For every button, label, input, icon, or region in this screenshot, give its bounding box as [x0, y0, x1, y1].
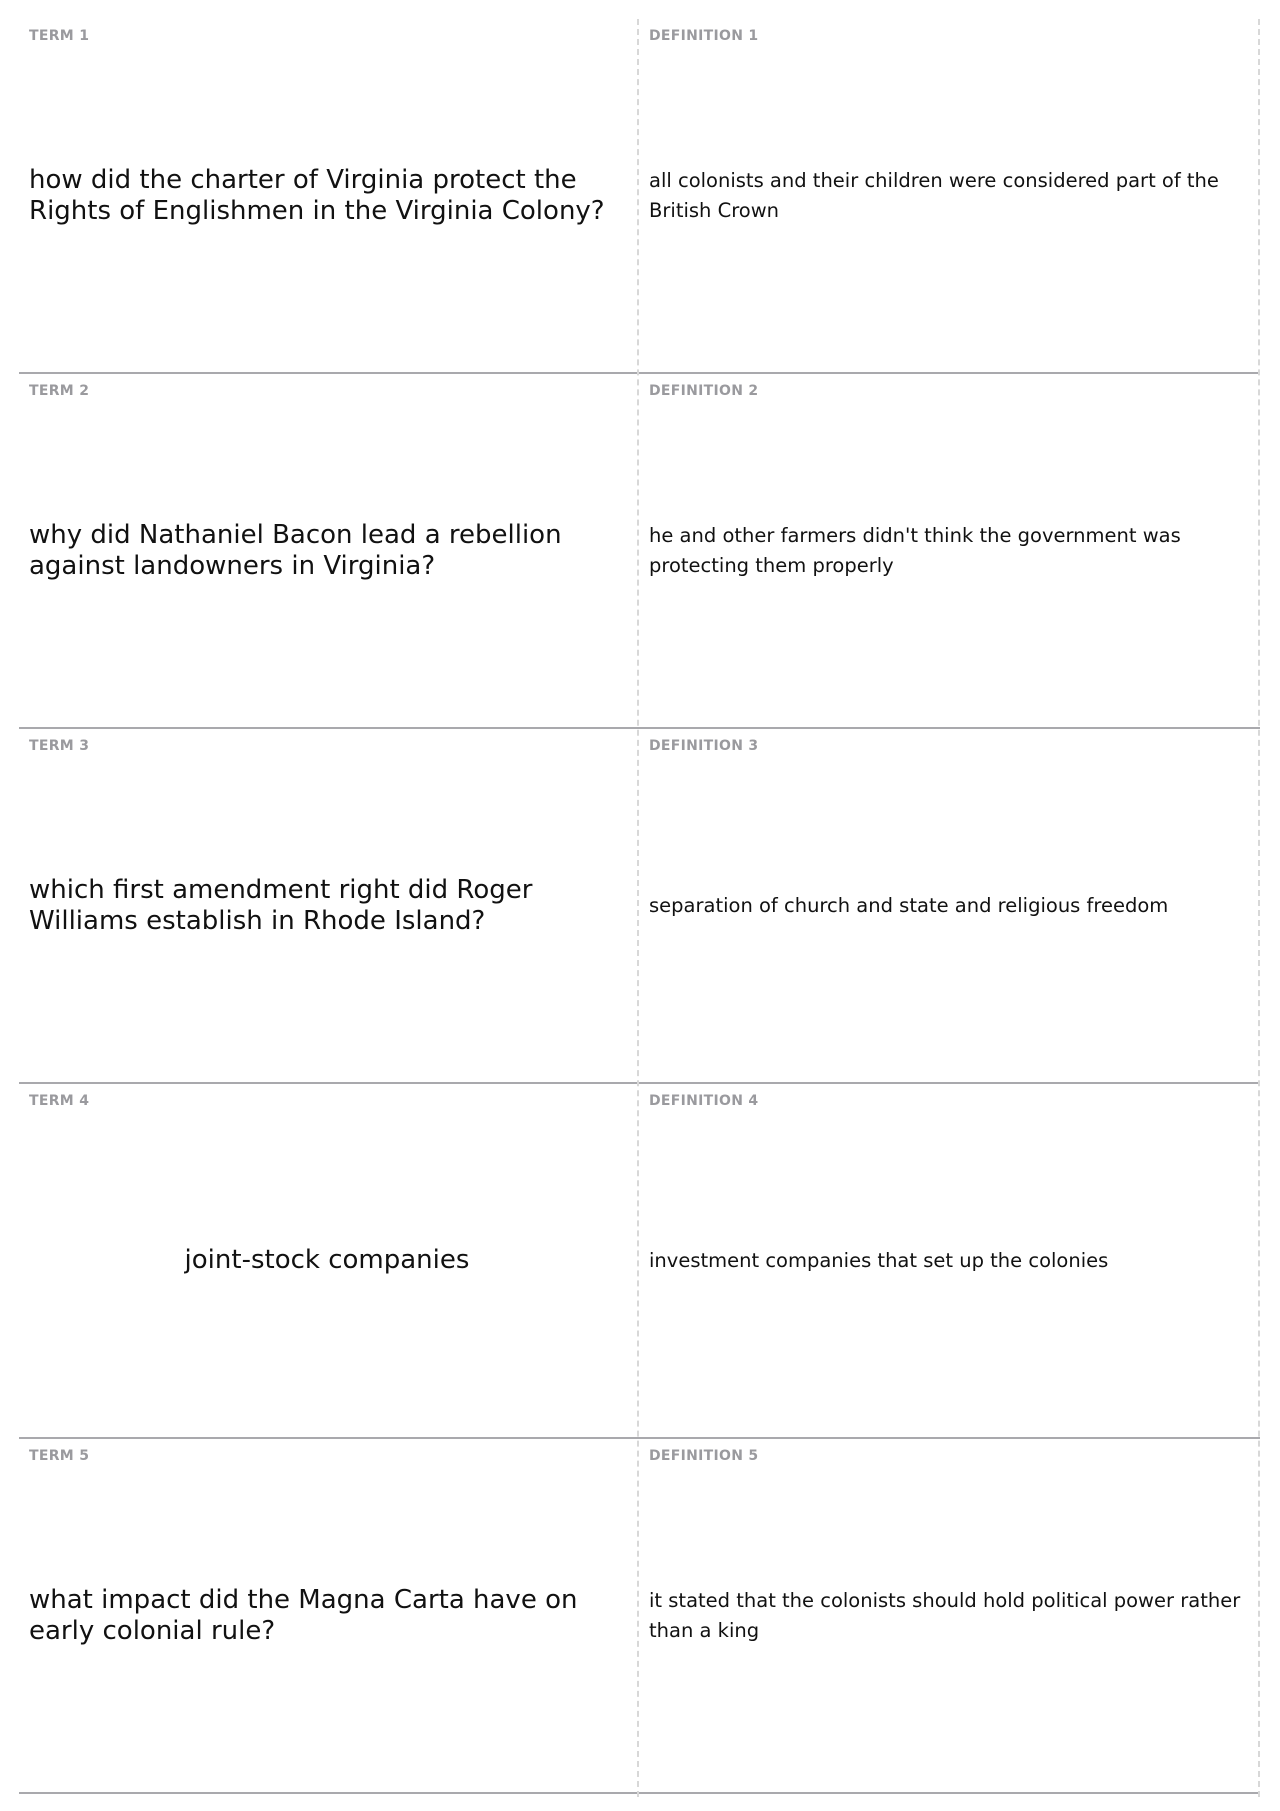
- definition-cell: [639, 374, 1258, 727]
- definition-cell: [639, 1084, 1258, 1437]
- definition-cell: [639, 19, 1258, 372]
- center-cut-line: [637, 19, 639, 1797]
- term-cell: [19, 729, 637, 1082]
- definition-text: all colonists and their children were considered part of the British Crown: [649, 168, 1219, 222]
- term-label: TERM 5: [29, 1448, 90, 1464]
- term-cell: [19, 374, 637, 727]
- definition-text: it stated that the colonists should hold political power rather than a king: [649, 1588, 1241, 1642]
- flashcard-row: [19, 729, 1260, 1084]
- definition-cell: [639, 1439, 1258, 1792]
- term-label: TERM 3: [29, 738, 90, 754]
- term-label: TERM 4: [29, 1093, 90, 1109]
- definition-label: DEFINITION 5: [649, 1448, 759, 1464]
- definition-label: DEFINITION 4: [649, 1093, 759, 1109]
- term-text: joint-stock companies: [184, 1245, 470, 1275]
- definition-text: investment companies that set up the colonies: [649, 1248, 1109, 1272]
- definition-cell: [639, 729, 1258, 1082]
- definition-label: DEFINITION 1: [649, 28, 759, 44]
- term-cell: [19, 1084, 637, 1437]
- term-cell: [19, 1439, 637, 1792]
- term-label: TERM 1: [29, 28, 90, 44]
- definition-text: he and other farmers didn't think the government was protecting them properly: [649, 523, 1181, 577]
- definition-text: separation of church and state and religious freedom: [649, 893, 1169, 917]
- term-cell: [19, 19, 637, 372]
- right-cut-line: [1258, 19, 1260, 1797]
- flashcard-row: [19, 1439, 1260, 1794]
- flashcard-sheet: [19, 19, 1260, 1797]
- term-label: TERM 2: [29, 383, 90, 399]
- flashcard-row: [19, 1084, 1260, 1439]
- flashcard-row: [19, 19, 1260, 374]
- term-text: which first amendment right did Roger Williams establish in Rhode Island?: [29, 874, 533, 936]
- flashcard-row: [19, 374, 1260, 729]
- definition-label: DEFINITION 2: [649, 383, 759, 399]
- definition-label: DEFINITION 3: [649, 738, 759, 754]
- term-text: what impact did the Magna Carta have on early colonial rule?: [29, 1584, 578, 1646]
- term-text: why did Nathaniel Bacon lead a rebellion against landowners in Virginia?: [29, 519, 562, 581]
- term-text: how did the charter of Virginia protect the Rights of Englishmen in the Virginia Colony?: [29, 164, 605, 226]
